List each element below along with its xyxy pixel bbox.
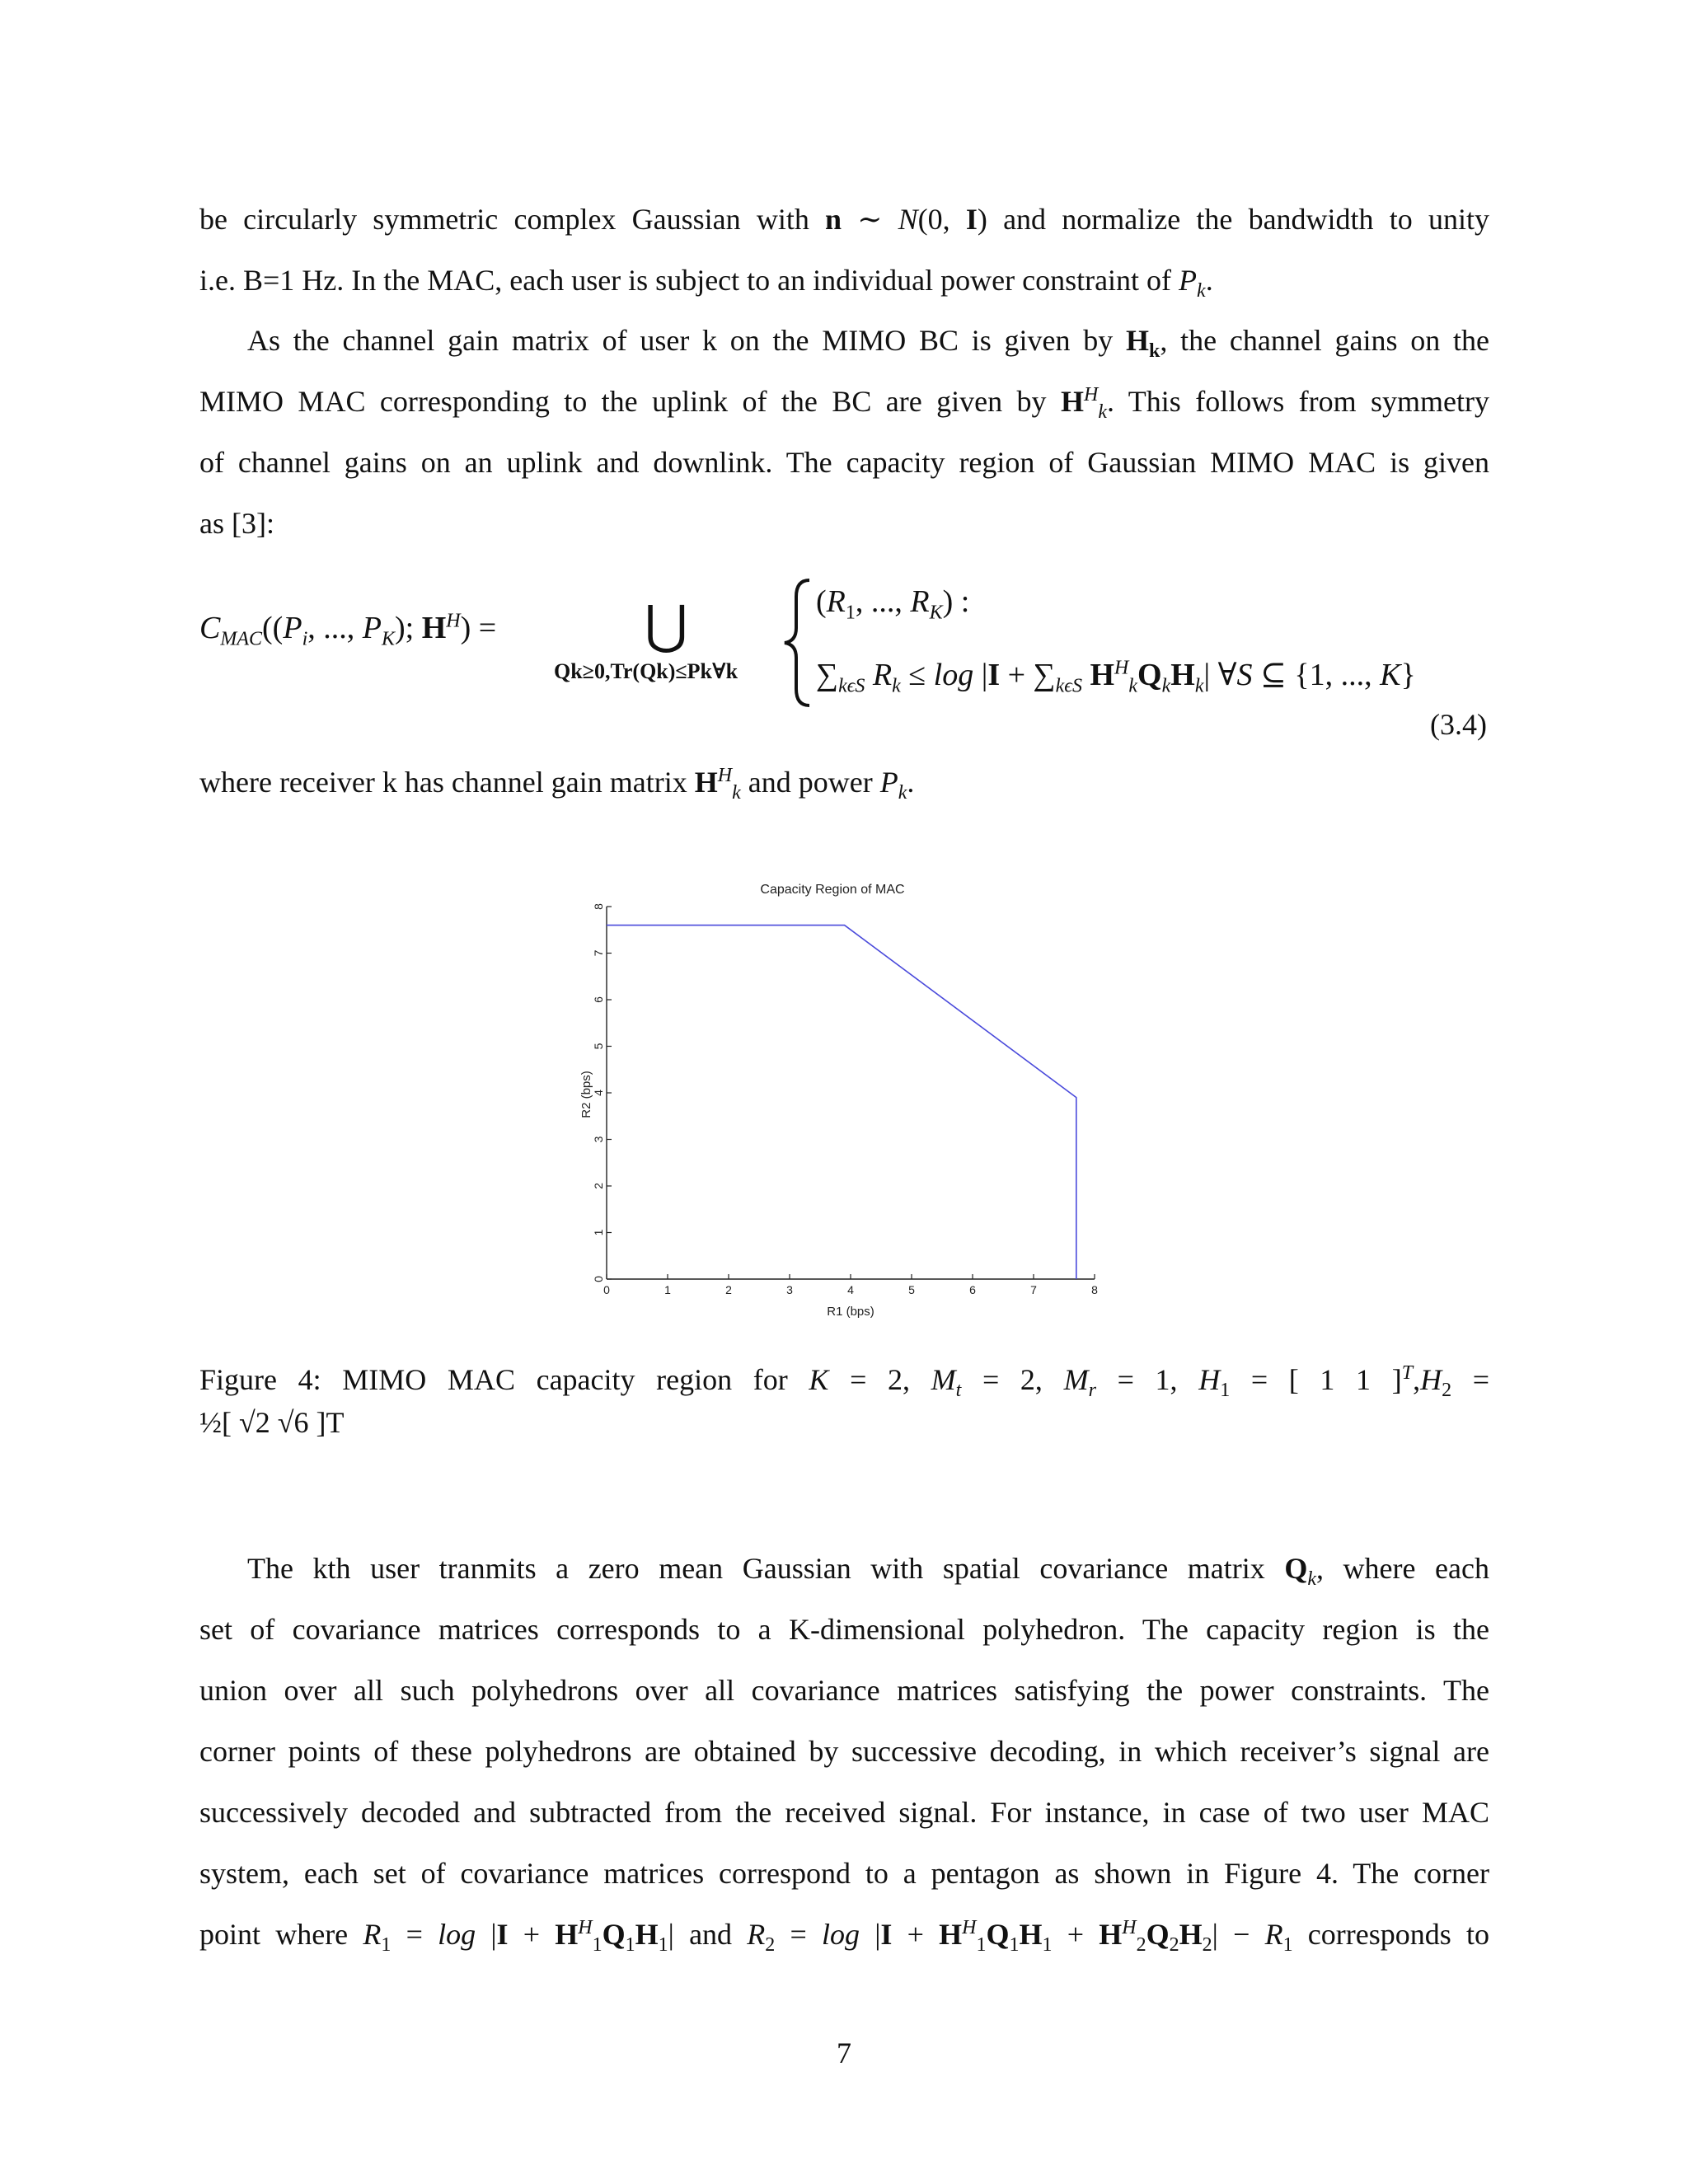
chart-ticks — [592, 903, 1098, 1296]
x-tick-label: 2 — [725, 1283, 732, 1296]
y-tick-label: 5 — [592, 1043, 605, 1050]
chart-title: Capacity Region of MAC — [760, 883, 905, 897]
paragraph-2-line-1: As the channel gain matrix of user k on the MIMO BC is given by $H_k$, the channel gains on the — [247, 324, 1489, 363]
chart-axes — [607, 907, 1095, 1279]
paragraph-3-line-1: The kth user tranmits a zero mean Gaussian with spatial covariance matrix $Q_k$, where each — [247, 1552, 1489, 1591]
paragraph-1 — [199, 189, 1489, 311]
paragraph-3-line-4: corner points of these polyhedrons are obtained by successive decoding, in which receiver’s signal are — [199, 1735, 1489, 1768]
figure-caption — [199, 1358, 1489, 1444]
paragraph-1-line-1: be circularly symmetric complex Gaussian with n ∼ N(0, I) and normalize the bandwidth to unity — [199, 203, 1489, 236]
y-tick-label: 0 — [592, 1276, 605, 1282]
caption-line-1: Figure 4: MIMO MAC capacity region for K = 2, $M_t = 2$, $M_r = 1$, $H_1$ = [ 1 1 ]$^T,H_2$ = — [199, 1362, 1489, 1401]
union-symbol: ⋃ — [645, 596, 688, 654]
paragraph-3-line-6: system, each set of covariance matrices correspond to a pentagon as shown in Figure 4. The corner — [199, 1857, 1489, 1890]
chart-series — [607, 926, 1076, 1279]
y-tick-label: 2 — [592, 1183, 605, 1189]
paragraph-3-line-7: point where $R_1 = \log |I + H^H_1Q_1H_1|$ and $R_2 = \log |I + H^H_1Q_1H_1 + H^H_2Q_2H_2| - R_1$ corresponds to — [199, 1917, 1489, 1957]
equation-lhs: $C_{MAC}((P_i$, ..., $P_K$); $H^H$) = — [199, 610, 497, 650]
x-tick-label: 5 — [908, 1283, 915, 1296]
union-condition: Qk≥0,Tr(Qk)≤Pk∀k — [554, 659, 738, 683]
y-tick-label: 6 — [592, 996, 605, 1003]
capacity-region-line — [607, 926, 1076, 1279]
paragraph-2-line-2: MIMO MAC corresponding to the uplink of the BC are given by $H^H_k$. This follows from symmetry — [199, 384, 1489, 424]
x-tick-label: 1 — [664, 1283, 671, 1296]
paragraph-3-line-5: successively decoded and subtracted from the received signal. For instance, in case of two user MAC — [199, 1796, 1489, 1829]
paragraph-2 — [199, 310, 1489, 554]
x-tick-label: 3 — [786, 1283, 793, 1296]
y-axis-label: R2 (bps) — [579, 1071, 593, 1118]
x-tick-label: 0 — [603, 1283, 610, 1296]
paragraph-3-line-2: set of covariance matrices corresponds to a K-dimensional polyhedron. The capacity region is the — [199, 1613, 1489, 1646]
caption-line-2: ½[ √2 √6 ]T — [199, 1406, 345, 1439]
after-equation-text — [199, 752, 1489, 813]
after-equation-line: where receiver k has channel gain matrix $H^H_k$ and power $P_k$. — [199, 765, 915, 804]
equation-number: (3.4) — [1430, 708, 1487, 741]
y-tick-label: 8 — [592, 903, 605, 910]
paragraph-3-line-3: union over all such polyhedrons over all covariance matrices satisfying the power constraints. The — [199, 1674, 1489, 1707]
page-number: 7 — [837, 2036, 851, 2069]
x-tick-label: 7 — [1030, 1283, 1037, 1296]
x-tick-label: 8 — [1091, 1283, 1098, 1296]
y-tick-label: 1 — [592, 1229, 605, 1236]
y-tick-label: 3 — [592, 1136, 605, 1143]
y-tick-label: 7 — [592, 949, 605, 957]
paragraph-1-line-2: i.e. B=1 Hz. In the MAC, each user is subject to an individual power constraint of $P_k$. — [199, 264, 1213, 302]
capacity-region-chart — [528, 874, 1121, 1335]
paragraph-2-line-3: of channel gains on an uplink and downlink. The capacity region of Gaussian MIMO MAC is given — [199, 446, 1489, 479]
x-axis-label: R1 (bps) — [827, 1305, 874, 1319]
set-line-1: ($R_1$, ..., $R_K$) : — [816, 584, 970, 624]
paragraph-2-line-4: as [3]: — [199, 507, 274, 540]
set-line-2: $\sum_{k\epsilon S}$ $R_k \le \log |I + \sum_{k\epsilon S}$ $H^H_kQ_kH_k|$ ∀S ⊆ {1, ..., K} — [816, 657, 1416, 697]
paragraph-3 — [199, 1538, 1489, 1965]
set-brace — [781, 577, 814, 709]
x-tick-label: 4 — [847, 1283, 854, 1296]
x-tick-label: 6 — [969, 1283, 976, 1296]
y-tick-label: 4 — [592, 1090, 605, 1096]
